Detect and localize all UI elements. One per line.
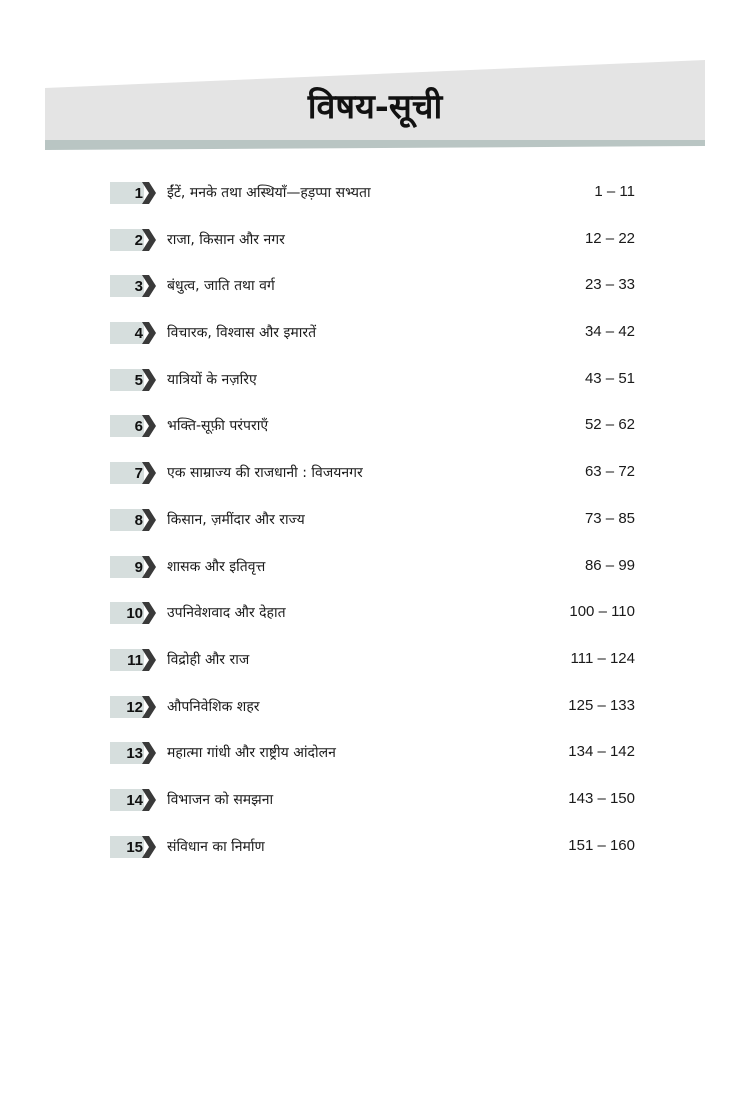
- chapter-title: औपनिवेशिक शहर: [167, 698, 260, 715]
- toc-entry[interactable]: [110, 458, 635, 505]
- toc-entry[interactable]: [110, 692, 635, 739]
- page-range: 43 – 51: [584, 369, 635, 387]
- chapter-number: 8: [134, 511, 143, 529]
- toc-entry[interactable]: [110, 645, 635, 692]
- chapter-title: संविधान का निर्माण: [167, 838, 265, 855]
- page-title: विषय-सूची: [307, 87, 443, 127]
- chapter-badge: [110, 462, 156, 484]
- chapter-number: 6: [134, 418, 143, 436]
- chapter-badge: [110, 556, 156, 578]
- chapter-number: 14: [126, 791, 143, 809]
- page-range: 100 – 110: [569, 603, 635, 621]
- chapter-title: महात्मा गांधी और राष्ट्रीय आंदोलन: [167, 745, 336, 762]
- chapter-number: 12: [126, 698, 143, 716]
- chapter-badge: [110, 649, 156, 671]
- toc-entry[interactable]: [110, 785, 635, 832]
- chapter-badge: [110, 509, 156, 531]
- chapter-title: भक्ति-सूफ़ी परंपराएँ: [167, 418, 269, 435]
- chapter-number: 15: [126, 838, 143, 856]
- chapter-number: 5: [134, 371, 143, 389]
- page-range: 23 – 33: [584, 276, 635, 294]
- chapter-number: 13: [126, 745, 143, 763]
- chapter-title: शासक और इतिवृत्त: [167, 558, 266, 575]
- table-of-contents: [110, 178, 635, 878]
- chapter-title: एक साम्राज्य की राजधानी : विजयनगर: [167, 465, 363, 482]
- chapter-badge: [110, 836, 156, 858]
- chapter-title: विचारक, विश्वास और इमारतें: [167, 325, 317, 342]
- chapter-badge: [110, 322, 156, 344]
- chapter-badge: [110, 789, 156, 811]
- toc-entry[interactable]: [110, 271, 635, 318]
- chapter-title: विभाजन को समझना: [167, 791, 274, 808]
- chapter-number: 1: [134, 185, 143, 202]
- banner-shape: [0, 0, 750, 160]
- page-range: 111 – 124: [570, 649, 635, 667]
- chapter-title: विद्रोही और राज: [167, 651, 250, 668]
- toc-entry[interactable]: [110, 225, 635, 272]
- chapter-title: यात्रियों के नज़रिए: [167, 371, 257, 388]
- chapter-badge: [110, 369, 156, 391]
- page-range: 134 – 142: [568, 743, 635, 761]
- page-range: 151 – 160: [568, 836, 635, 854]
- chapter-badge: [110, 696, 156, 718]
- chapter-badge: [110, 182, 156, 204]
- chapter-title: किसान, ज़मींदार और राज्य: [167, 511, 305, 528]
- chapter-number: 4: [134, 325, 143, 343]
- page-range: 73 – 85: [584, 509, 635, 527]
- title-banner: [0, 0, 750, 160]
- chapter-number: 10: [126, 605, 143, 623]
- page-range: 34 – 42: [584, 323, 635, 341]
- chapter-badge: [110, 742, 156, 764]
- chapter-badge: [110, 229, 156, 251]
- page-range: 86 – 99: [584, 556, 635, 574]
- chapter-title: बंधुत्व, जाति तथा वर्ग: [167, 278, 275, 295]
- chapter-number: 3: [134, 278, 143, 296]
- toc-entry[interactable]: [110, 411, 635, 458]
- chapter-number: 9: [134, 558, 143, 576]
- page-range: 52 – 62: [584, 416, 635, 434]
- chapter-badge: [110, 602, 156, 624]
- chapter-number: 2: [134, 231, 143, 249]
- chapter-title: ईंटें, मनके तथा अस्थियाँ—हड़प्पा सभ्यता: [167, 185, 371, 201]
- page-range: 12 – 22: [584, 229, 635, 247]
- page-range: 143 – 150: [568, 789, 635, 807]
- toc-entry[interactable]: [110, 178, 635, 225]
- chapter-number: 11: [127, 651, 143, 669]
- chapter-title: राजा, किसान और नगर: [167, 231, 285, 248]
- toc-entry[interactable]: [110, 318, 635, 365]
- chapter-badge: [110, 415, 156, 437]
- page-range: 1 – 11: [594, 183, 635, 200]
- toc-entry[interactable]: [110, 552, 635, 599]
- toc-entry[interactable]: [110, 505, 635, 552]
- toc-entry[interactable]: [110, 598, 635, 645]
- chapter-title: उपनिवेशवाद और देहात: [167, 605, 286, 622]
- page-range: 63 – 72: [584, 463, 635, 481]
- chapter-number: 7: [134, 465, 143, 483]
- toc-entry[interactable]: [110, 738, 635, 785]
- toc-entry[interactable]: [110, 832, 635, 879]
- toc-entry[interactable]: [110, 365, 635, 412]
- chapter-badge: [110, 275, 156, 297]
- page-range: 125 – 133: [568, 696, 635, 714]
